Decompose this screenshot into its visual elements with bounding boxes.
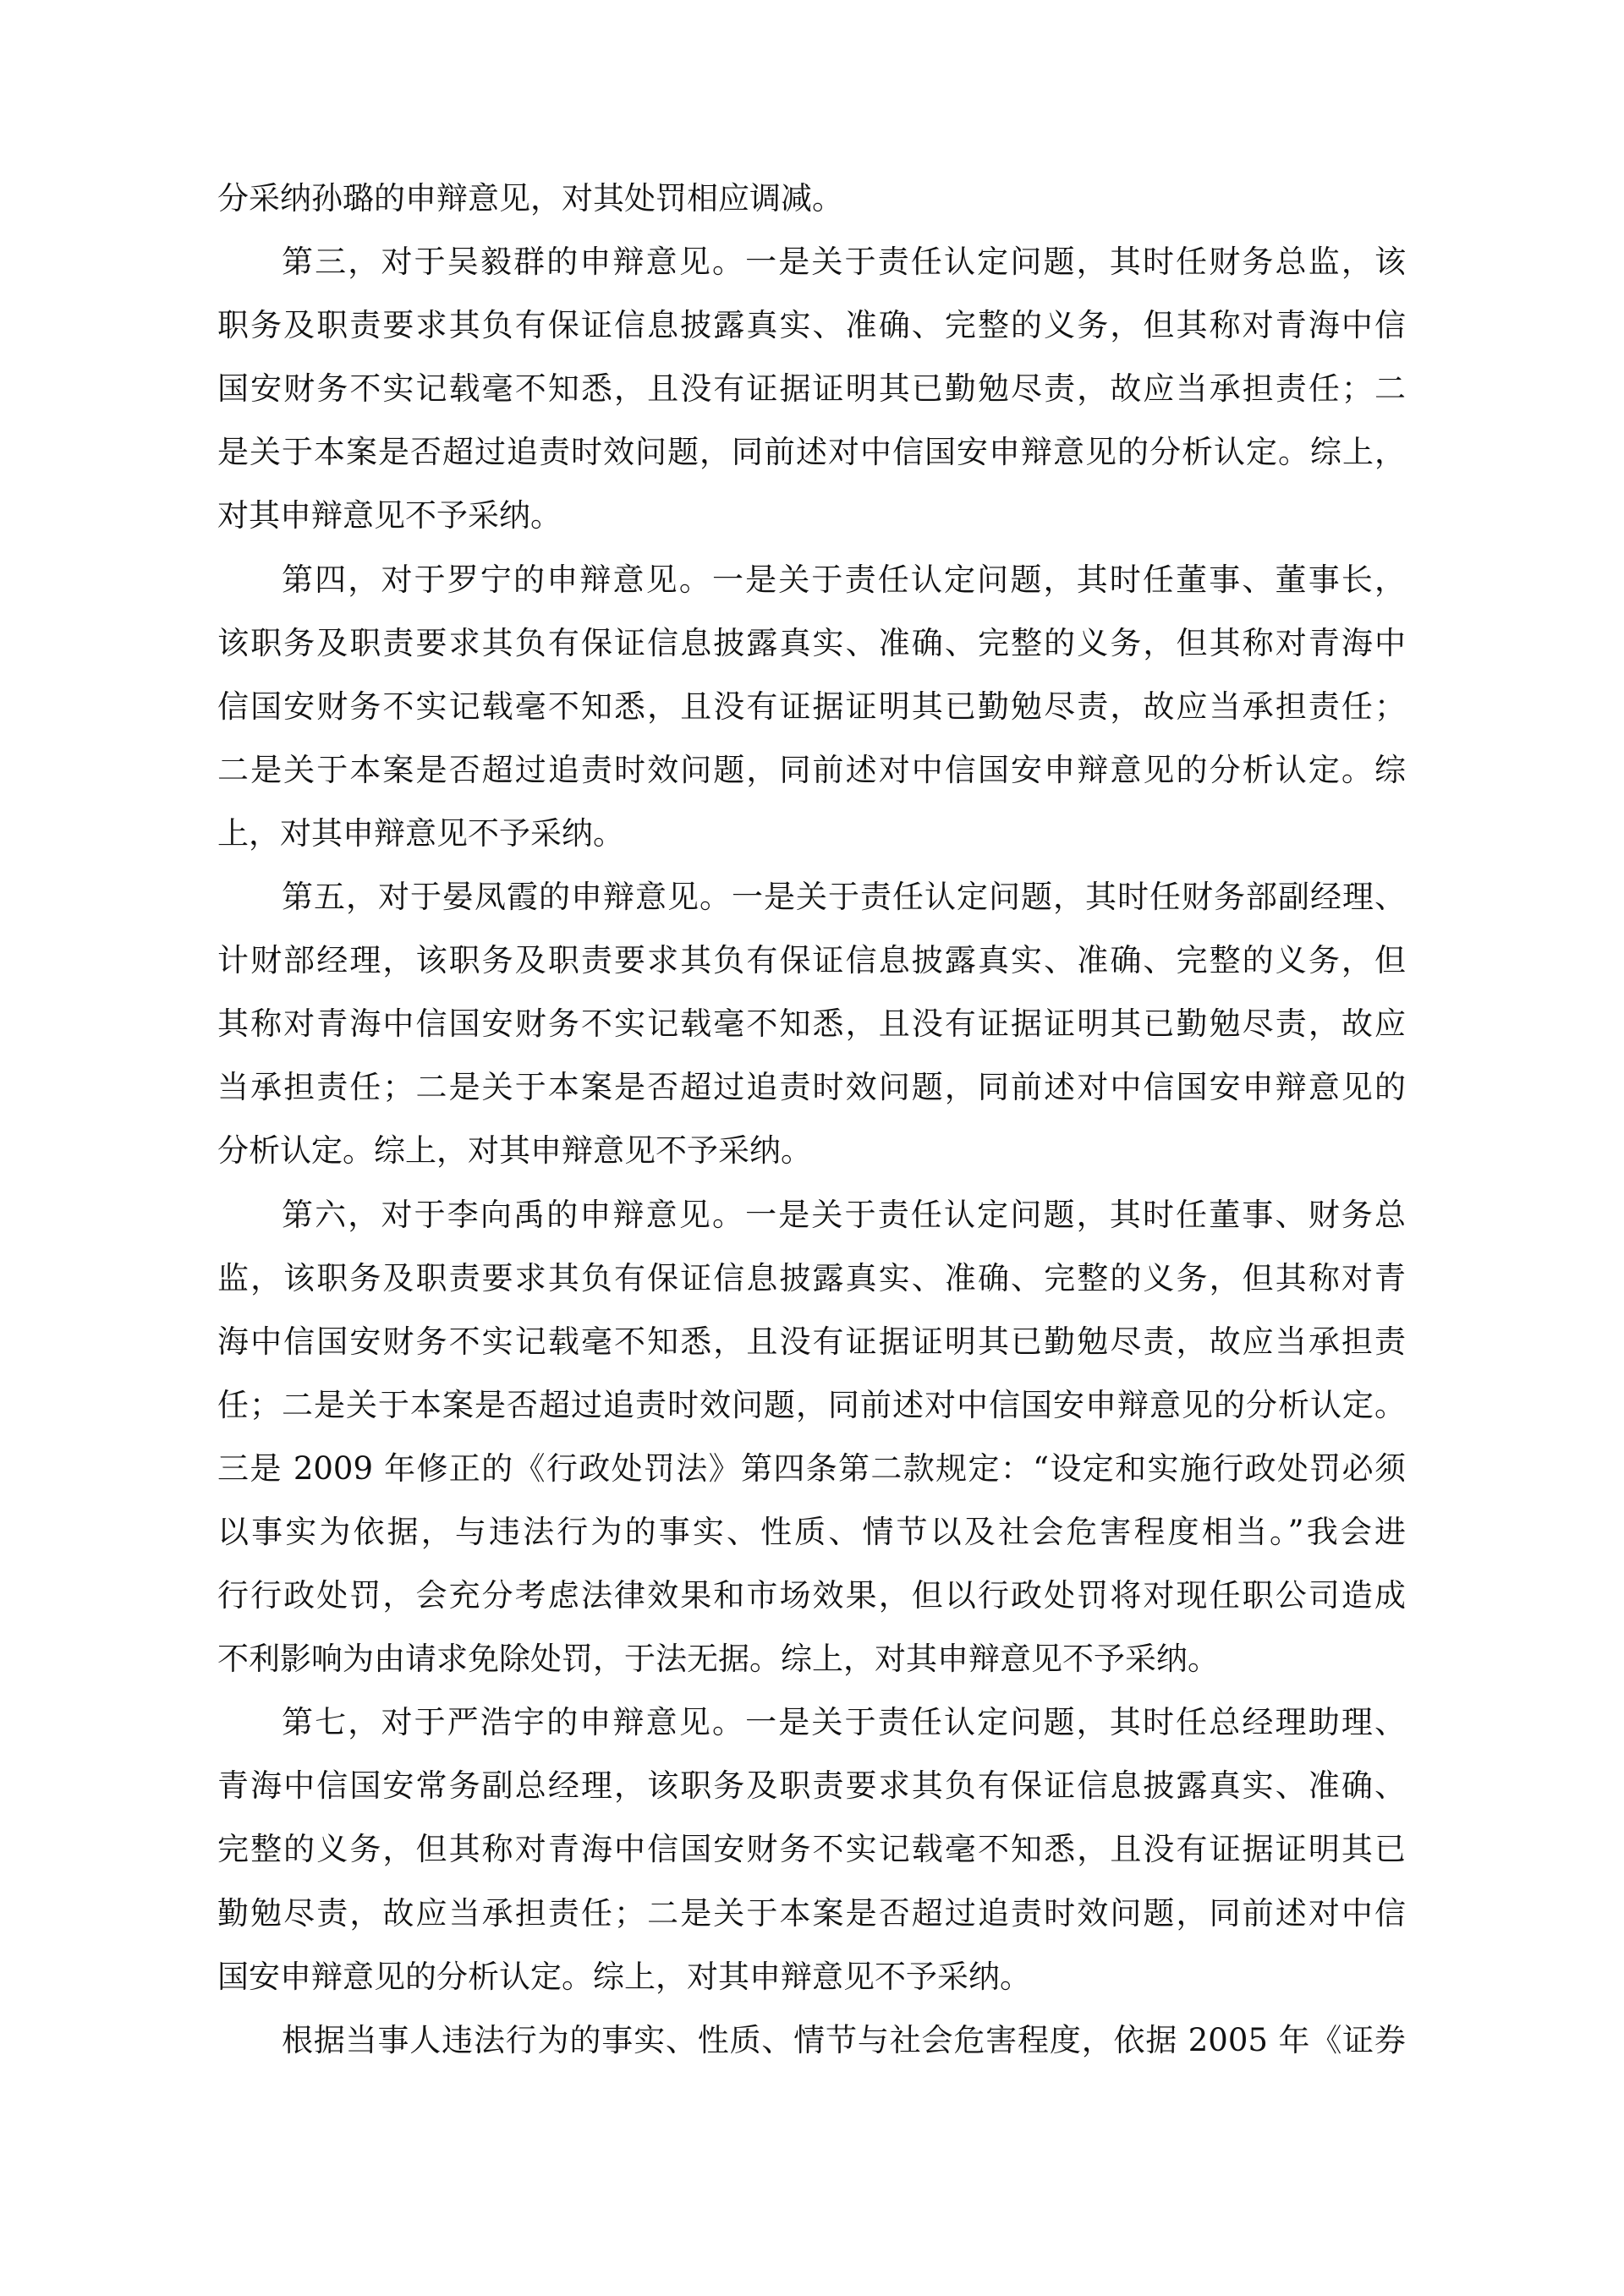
text-line: 三是 2009 年修正的《行政处罚法》第四条第二款规定：“设定和实施行政处罚必须 [217, 1449, 1406, 1487]
text-line: 分析认定。综上，对其申辩意见不予采纳。 [217, 1132, 812, 1170]
text-line: 行行政处罚，会充分考虑法律效果和市场效果，但以行政处罚将对现任职公司造成 [217, 1577, 1406, 1614]
text-line: 第三，对于吴毅群的申辩意见。一是关于责任认定问题，其时任财务总监，该 [282, 244, 1406, 281]
text-line: 青海中信国安常务副总经理，该职务及职责要求其负有保证信息披露真实、准确、 [217, 1767, 1406, 1805]
text-line: 第四，对于罗宁的申辩意见。一是关于责任认定问题，其时任董事、董事长， [282, 561, 1406, 598]
text-line: 第六，对于李向禹的申辩意见。一是关于责任认定问题，其时任董事、财务总 [282, 1196, 1406, 1233]
text-line: 任；二是关于本案是否超过追责时效问题，同前述对中信国安申辩意见的分析认定。 [217, 1386, 1406, 1423]
text-line: 职务及职责要求其负有保证信息披露真实、准确、完整的义务，但其称对青海中信 [217, 307, 1406, 344]
text-line: 该职务及职责要求其负有保证信息披露真实、准确、完整的义务，但其称对青海中 [217, 624, 1406, 661]
text-line: 国安财务不实记载毫不知悉，且没有证据证明其已勤勉尽责，故应当承担责任；二 [217, 370, 1406, 408]
text-line: 分采纳孙璐的申辩意见，对其处罚相应调减。 [217, 180, 843, 216]
text-line: 信国安财务不实记载毫不知悉，且没有证据证明其已勤勉尽责，故应当承担责任； [217, 688, 1406, 725]
text-line: 当承担责任；二是关于本案是否超过追责时效问题，同前述对中信国安申辩意见的 [217, 1069, 1406, 1106]
text-line: 海中信国安财务不实记载毫不知悉，且没有证据证明其已勤勉尽责，故应当承担责 [217, 1323, 1406, 1360]
paragraph-seventh-yan-haoyu [217, 1690, 1406, 2008]
text-line: 二是关于本案是否超过追责时效问题，同前述对中信国安申辩意见的分析认定。综 [217, 751, 1406, 788]
paragraph-continuation [217, 167, 1406, 230]
paragraph-fourth-luo-ning [217, 548, 1406, 865]
text-line: 第七，对于严浩宇的申辩意见。一是关于责任认定问题，其时任总经理助理、 [282, 1704, 1406, 1741]
document-body [217, 167, 1406, 2072]
text-line: 计财部经理，该职务及职责要求其负有保证信息披露真实、准确、完整的义务，但 [217, 942, 1406, 979]
text-line: 监，该职务及职责要求其负有保证信息披露真实、准确、完整的义务，但其称对青 [217, 1259, 1406, 1296]
text-line: 根据当事人违法行为的事实、性质、情节与社会危害程度，依据 2005 年《证券 [282, 2021, 1406, 2058]
text-line: 完整的义务，但其称对青海中信国安财务不实记载毫不知悉，且没有证据证明其已 [217, 1831, 1406, 1868]
text-line: 国安申辩意见的分析认定。综上，对其申辩意见不予采纳。 [217, 1958, 1031, 1995]
text-line: 不利影响为由请求免除处罚，于法无据。综上，对其申辩意见不予采纳。 [217, 1641, 1219, 1678]
text-line: 第五，对于晏凤霞的申辩意见。一是关于责任认定问题，其时任财务部副经理、 [282, 879, 1406, 916]
text-line: 其称对青海中信国安财务不实记载毫不知悉，且没有证据证明其已勤勉尽责，故应 [217, 1006, 1406, 1043]
text-line: 以事实为依据，与违法行为的事实、性质、情节以及社会危害程度相当。”我会进 [217, 1513, 1406, 1550]
paragraph-conclusion [217, 2008, 1406, 2072]
paragraph-third-wu-yiqun [217, 230, 1406, 547]
text-line: 上，对其申辩意见不予采纳。 [217, 814, 624, 852]
text-line: 是关于本案是否超过追责时效问题，同前述对中信国安申辩意见的分析认定。综上， [217, 434, 1406, 471]
paragraph-fifth-yan-fengxia [217, 865, 1406, 1182]
text-line: 勤勉尽责，故应当承担责任；二是关于本案是否超过追责时效问题，同前述对中信 [217, 1894, 1406, 1932]
text-line: 对其申辩意见不予采纳。 [217, 497, 562, 534]
paragraph-sixth-li-xiangyu [217, 1183, 1406, 1691]
